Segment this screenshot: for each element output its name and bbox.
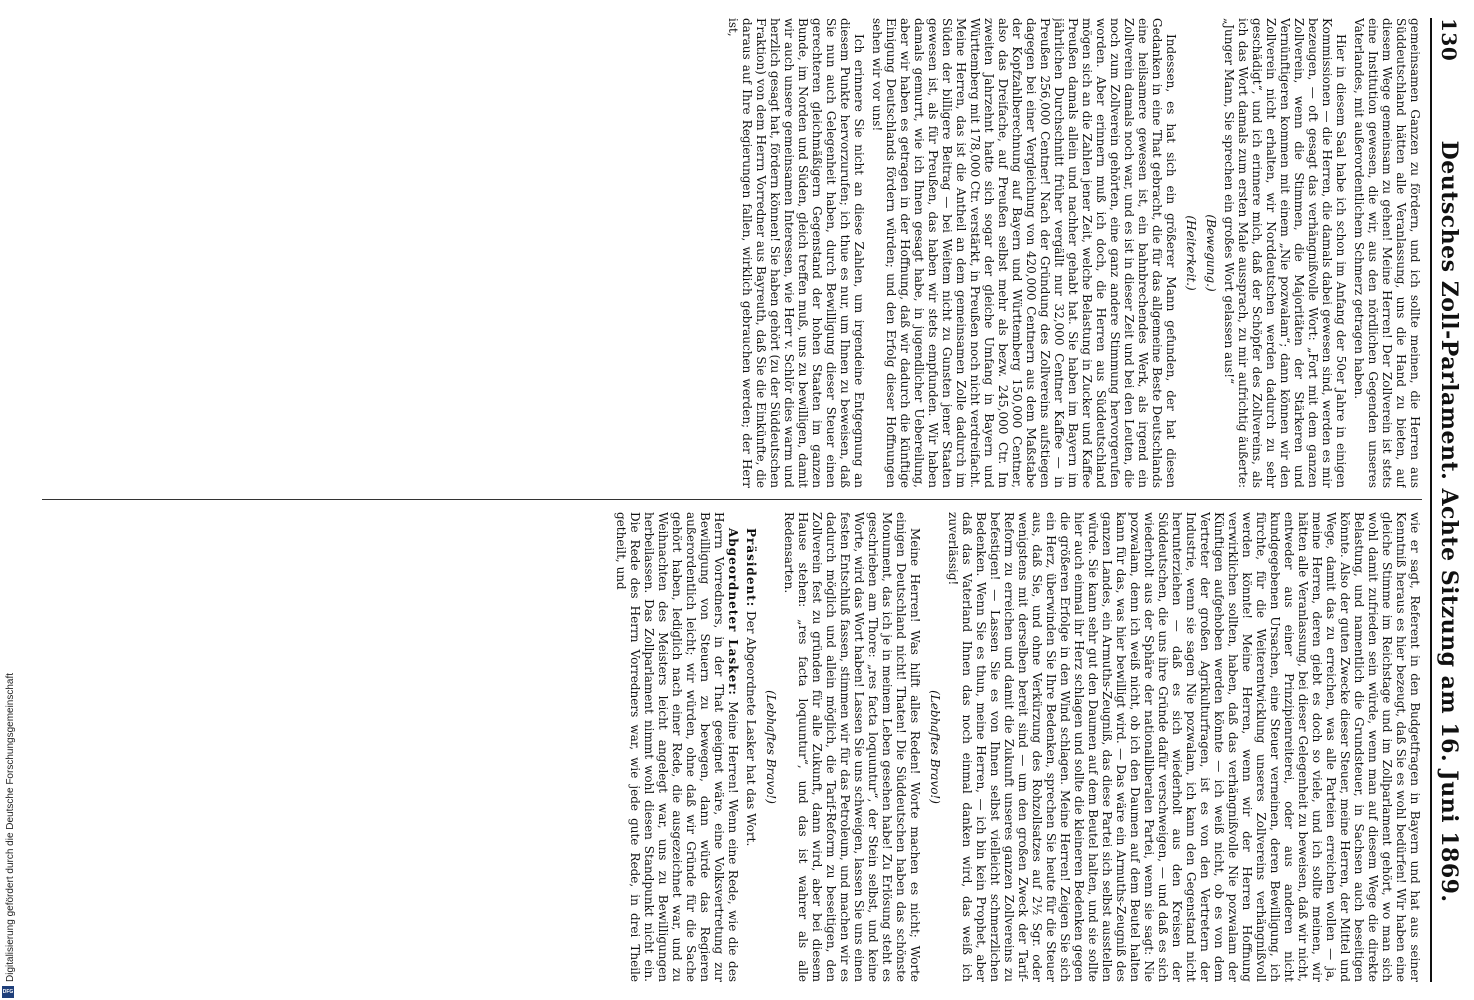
- president-label: Präsident:: [744, 528, 758, 608]
- paragraph: wie er sagt, Referent in den Budgetfragen in Bayern und hat aus seiner Kenntniß heraus es hier bezeugt, daß Sie es wohl bedürfen! Wir haben eine gleiche Stimme im Reichstage und im Zollparlament gehört, wo man sich wohl damit zufrieden sein würde, wenn man auf diesem Wege die direkte Belastung, und namentlich die Grundsteuer, in Sachsen auch beseitigen könnte. Also der guten Zwecke dieser Steuer, meine Herren, der Mittel und Wege, damit das zu erreichen, was alle Parteien erreichen wollen — ja, meine Herren, deren giebt es doch so viele, und ich sollte meinen, wir hätten alle Veranlassung, bei dieser Gelegenheit zu beweisen, daß wir nicht, entweder aus einer Prinzipienreiterei, oder aus anderen nicht kundgegebenen Ursachen, eine Steuer verneinen, deren Bewilligung, ich fürchte, für die Weiterentwicklung unseres Zollvereins verhängnißvoll werden könnte! Meine Herren, wenn wir der Herren Hoffnung verwirklichen sollten, haben, daß das verhängnißvolle Nie pozwalam der Künftigen aufgehoben werden könnte — ich weiß nicht, ob es von dem Vertreter der großen Agrikulturfragen, ist es von den Vertretern der Industrie, wenn sie sagen Nie pozwalam, ich kann den Gegenstand nicht herunterziehen — daß es sich wiederholt aus den Kreisen der Süddeutschen, die uns ihre Gründe dafür verschweigen, — und daß es sich wiederholt aus der Sphäre der nationalliberalen Partei, wenn sie sagt: Nie pozwalam, denn ich weiß nicht, ob ich den Daumen auf dem Beutel halten kann für das, was hier bewilligt wird. — Das wäre ein Armuths-Zeugniß des ganzen Landes, ein Armuths-Zeugniß, das diese Partei sich selbst ausstellen würde. Sie kann sehr gut den Daumen auf dem Beutel halten, und sie sollte hier auch einmal ihr Herz schlagen und sollte die kleineren Bedenken gegen die größeren Erfolge in den Wind schlagen. Meine Herren! Zeigen Sie sich ein Herz, überwinden Sie Ihre Bedenken, sprechen Sie heute für die Steuer aus, daß Sie, und ohne Verkürzung des Rohzollsatzes auf 2½ Sgr. oder wenigstens mit derselben bereit sind — um den großen Zweck der Tarif-Reform zu erreichen und damit die Zukunft unseres ganzen Zollvereins zu befestigen! — Lassen Sie es von Ihnen selbst vielleicht schmerzlichen Bedenken. Wenn Sie es thun, meine Herren, — ich bin kein Prophet, aber daß das Vaterland Ihnen das noch einmal danken wird, das weiß ich zuverlässig!: [946, 512, 1422, 982]
- digitization-credit: Digitalisierung gefördert durch die Deutsche Forschungsgemeinschaft: [5, 672, 16, 982]
- page-number: 130: [1437, 18, 1461, 62]
- paragraph: Hier in diesem Saal habe ich schon im Anfang der 50er Jahre in einigen Kommissionen — die Herren, die damals dabei gewesen sind, werden es mir bezeugen, — oft gesagt das verhängnißvolle Wort: „Fort mit dem ganzen Zollverein, wenn die Stimmen, die Majoritäten der Stärkeren und Vernünftigeren kommen mit einem „Nie pozwalam“; dann können wir den Zollverein nicht erhalten, wir Norddeutschen werden dadurch zu sehr geschädigt“, und ich erinnere mich, daß der Schöpfer des Zollvereins, als ich das Wort damals zum ersten Male aussprach, zu mir aufrichtig äußerte: „Junger Mann, Sie sprechen ein großes Wort gelassen aus!“: [1222, 18, 1348, 488]
- rotated-page-content: [20, 0, 1474, 1000]
- paragraph: Meine Herren! Was hilft alles Reden! Worte machen es nicht; Worte einigen Deutschland nicht! Thaten! Die Süddeutschen haben das schönste Monument, das ich je in meinem Leben gesehen habe! Zu Erlösung steht es geschrieben am Thore: „res facta loquuntur“, der Stein selbst, und keine Worte, wird das Wort haben! Lassen Sie uns schweigen, lassen Sie uns einen festen Entschluß fassen, stimmen wir für das Petroleum, und machen wir es dadurch möglich und allein möglich, die Tarif-Reform zu beseitigen, den Zollverein fest zu gründen für alle Zukunft, dann wird, aber bei diesem Hause stehen: „res facta loquuntur“, und das ist wahrer als alle Redensarten.: [782, 512, 922, 982]
- stage-direction: (Lebhaftes Bravo!): [764, 690, 778, 804]
- paragraph: gemeinsamen Ganzen zu fördern, und ich sollte meinen, die Herren aus Süddeutschland hätten alle Veranlassung, uns die Hand zu bieten, auf diesem Wege gemeinsam zu gehen! Meine Herren! Der Zollverein ist stets eine Institution gewesen, die wir, aus den nördlichen Gegenden unseres Vaterlandes, mit außerordentlichem Schmerz getragen haben.: [1352, 18, 1422, 488]
- speaker-paragraph: [614, 512, 740, 982]
- credit-strip: [0, 0, 16, 1000]
- speaker-text: Meine Herren! Wenn eine Rede, wie die des Herrn Vorredners, in der That geeignet wäre, eine Volksvertretung zur Bewilligung von Steuern zu bewegen, dann würde das Regieren außerordentlich leicht; wir würden, ohne daß wir Gründe für die Sache gehört haben, lediglich nach einer Rede, die ausgezeichnet war, und zu Weihnachten des Meisters leicht angelegt war, uns zu Bewilligungen herbeilassen. Das Zollparlament nimmt wohl diesen Standpunkt nicht ein. Die Rede des Herrn Vorredners war, wie jede gute Rede, in drei Theile getheilt, und: [614, 512, 740, 982]
- paragraph: Ich erinnere Sie nicht an diese Zahlen, um irgendeine Entgegnung an diesem Punkte hervorzurufen; ich thue es nur, um Ihnen zu beweisen, daß Sie nun auch Gelegenheit haben, durch Bewilligung dieser Steuer einen gerechteren gleichmäßigern Gegenstand der hohen Staaten im ganzen Bunde, im Norden und Süden, gleich treffen muß, uns zu bewilligen, damit wir auch unsere gemeinsamen Interessen, wie Herr v. Schlör dies warm und herzlich gesagt hat, fördern können! Sie haben gehört (zu der Süddeutschen Fraktion) von dem Herrn Vorredner aus Bayreuth, daß Sie die Einkünfte, die daraus auf Ihre Regierungen fallen, wirklich gebrauchen werden; der Herr ist,: [726, 18, 866, 488]
- page-title: Deutsches Zoll-Parlament. Achte Sitzung am 16. Juni 1869.: [1436, 140, 1462, 903]
- president-paragraph: [744, 512, 758, 982]
- paragraph: Indessen, es hat sich ein größerer Mann gefunden, der hat diesen Gedanken in eine That gebracht, die für das allgemeine Beste Deutschlands eine heilsamere gewesen ist, ein bahnbrechendes Werk, als irgend ein Zollverein damals noch war, und es ist in dieser Zeit und bei den Leuten, die noch zum Zollverein gehörten, eine ganz andere Stimmung hervorgerufen worden. Aber erinnern muß ich doch, die Herren aus Süddeutschland mögen sich an die Zahlen jener Zeit, welche Belastung in Zucker und Kaffee Preußen damals allein und nachher gehabt hat. Sie haben im Bayern im jährlichen Durchschnitt früher vergällt nur 32,000 Centner Kaffee — in Preußen 256,000 Centner! Nach der Gründung des Zollvereins aufstiegen dagegen bei einer Vergleichung von 420,000 Centnern aus dem Maßstabe der Kopfzahlberechnung auf Bayern und Württemberg 150,000 Centner, also das Dreifache, auf Preußen selbst mehr als bezw. 245,000 Ctr. Im zweiten Jahrzehnt hatte sich sogar der gleiche Umfang in Bayern und Württemberg mit 178,000 Ctr. verstärkt, in Preußen noch nicht verdreifacht. Meine Herren, das ist die Antheil an dem gemeinsamen Zolle dadurch im Süden der billigere Beitrag — bei Weitem nicht zu Gunsten jener Staaten gewesen ist, als für Preußen, das haben wir stets empfunden. Wir haben damals gemurrt, wie ich Ihnen gesagt habe, in jugendlicher Uebereilung, aber wir haben es getragen in der Hoffnung, daß wir dadurch die künftige Einigung Deutschlands fördern würden; und den Erfolg dieser Hoffnungen sehen wir vor uns!: [870, 18, 1178, 488]
- dfg-logo: DFG: [2, 986, 14, 998]
- speaker-label: Abgeordneter Lasker:: [726, 528, 740, 696]
- stage-direction: (Heiterkeit.): [1184, 215, 1198, 291]
- left-column: [42, 18, 1422, 488]
- stage-direction: (Lebhaftes Bravo!): [928, 690, 942, 804]
- newspaper-page: [20, 0, 1474, 1000]
- right-column: [42, 512, 1422, 982]
- stage-direction: (Bewegung.): [1204, 214, 1218, 292]
- column-divider: [42, 499, 1422, 500]
- page-header: [1434, 18, 1464, 982]
- president-text: Der Abgeordnete Lasker hat das Wort.: [744, 607, 758, 847]
- header-rule: [1430, 18, 1432, 982]
